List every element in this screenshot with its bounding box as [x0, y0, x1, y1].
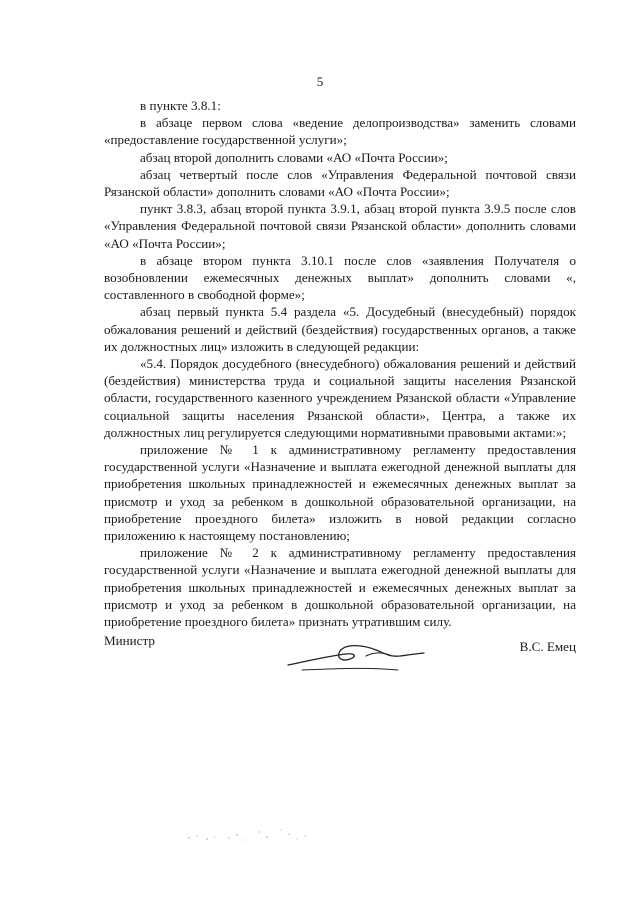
- signatory-name: В.С. Емец: [519, 639, 576, 654]
- page-number: 5: [316, 74, 324, 89]
- paragraph: абзац четвертый после слов «Управления Федеральной почтовой связи Рязанской области» дополнить словами «АО «Почта России»;: [104, 166, 576, 200]
- paragraph: в абзаце первом слова «ведение делопроизводства» заменить словами «предоставление государственной услуги»;: [104, 115, 576, 148]
- paragraph: абзац второй дополнить словами «АО «Почта России»;: [140, 149, 448, 165]
- paragraph: пункт 3.8.3, абзац второй пункта 3.9.1, абзац второй пункта 3.9.5 после слов «Управления Федеральной почтовой связи Рязанской области» дополнить словами «АО «Почта России»;: [104, 201, 576, 251]
- paragraph: «5.4. Порядок досудебного (внесудебного) обжалования решений и действий (бездействия) министерства труда и социальной защиты населения Рязанской области, государственного казенного учреждением Рязанской области «Управление социальной защиты населения Рязанской области», Центра, а также их должностных лиц регулируется следующими нормативными правовыми актами:»;: [104, 356, 576, 440]
- paragraph: абзац первый пункта 5.4 раздела «5. Досудебный (внесудебный) порядок обжалования решений и действий (бездействия) государственных органов, а также их должностных лиц» изложить в следующей редакции:: [104, 304, 576, 354]
- paragraph: в абзаце втором пункта 3.10.1 после слов «заявления Получателя о возобновлении ежемесячных денежных выплат» дополнить словами «, составленного в свободной форме»;: [104, 252, 576, 303]
- signatory-title: Министр: [104, 633, 155, 648]
- scan-noise: [185, 818, 335, 848]
- paragraph: приложение № 1 к административному регламенту предоставления государственной услуги «Назначение и выплата ежегодной денежной выплаты для приобретения школьных принадлежностей и ежемесячных денежных выплат за присмотр и уход за ребенком в дошкольной образовательной организации, на приобретение проездного билета» изложить в новой редакции согласно приложению к настоящему постановлению;: [104, 442, 576, 544]
- paragraph: в пункте 3.8.1:: [140, 98, 221, 113]
- handwritten-signature: [280, 637, 430, 677]
- document-body: [104, 97, 576, 630]
- signature-block: [104, 633, 576, 683]
- paragraph: приложение № 2 к административному регламенту предоставления государственной услуги «Назначение и выплата ежегодной денежной выплаты для приобретения школьных принадлежностей и ежемесячных денежных выплат за присмотр и уход за ребенком в дошкольной образовательной организации, на приобретение проездного билета» признать утратившим силу.: [104, 545, 576, 630]
